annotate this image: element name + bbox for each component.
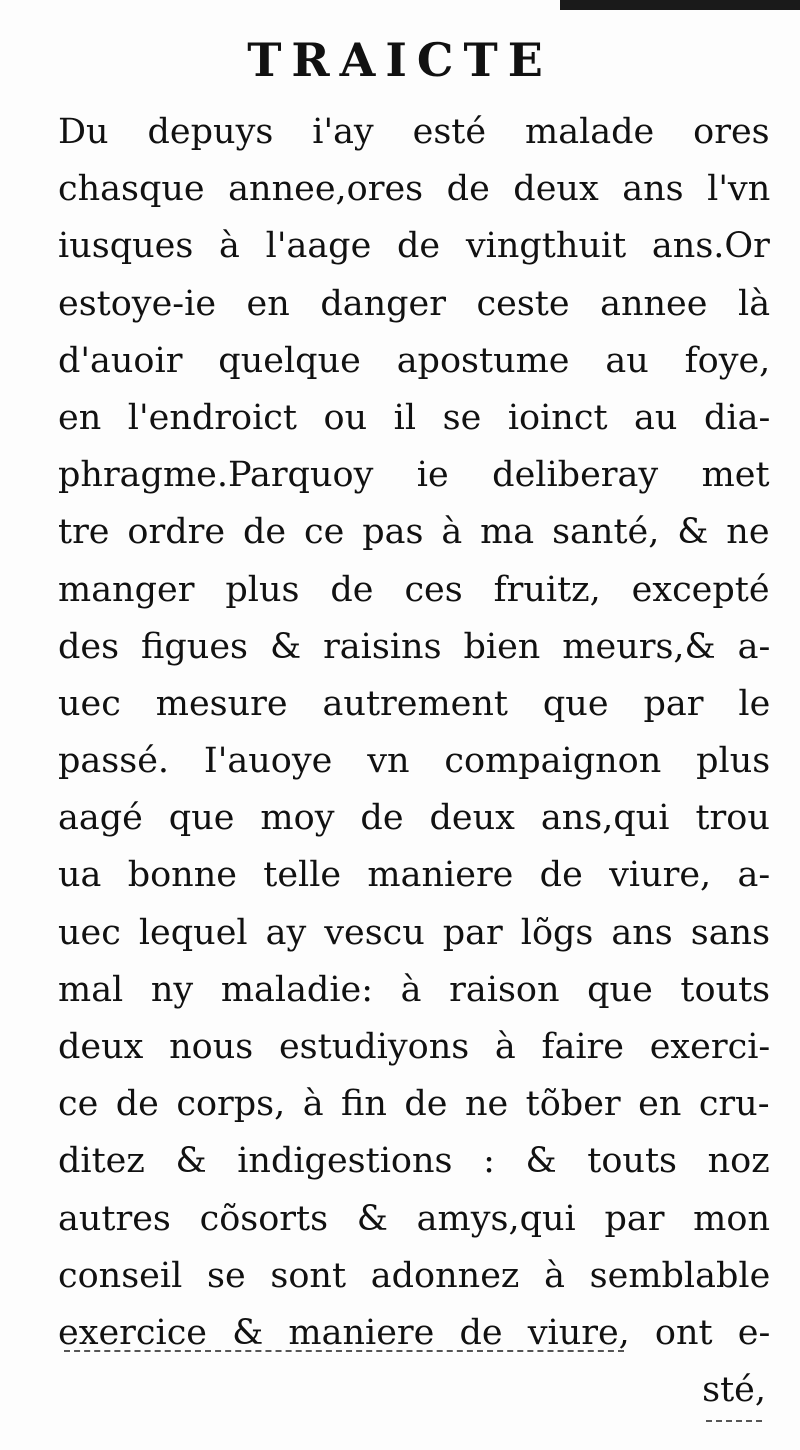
text-line: exercice & maniere de viure, ont e- bbox=[58, 1312, 770, 1353]
text-line: mal ny maladie: à raison que touts bbox=[58, 969, 770, 1010]
text-line: uec mesure autrement que par le bbox=[58, 683, 770, 724]
page-edge-shadow bbox=[560, 0, 800, 10]
text-line: des figues & raisins bien meurs,& a- bbox=[58, 626, 770, 667]
text-line: ce de corps, à fin de ne tõber en cru- bbox=[58, 1084, 770, 1125]
body-text bbox=[58, 104, 770, 1362]
catchword-rule bbox=[706, 1420, 762, 1422]
text-line: autres cõsorts & amys,qui par mon bbox=[58, 1198, 770, 1239]
text-line: passé. I'auoye vn compaignon plus bbox=[58, 741, 770, 782]
text-line: aagé que moy de deux ans,qui trou bbox=[58, 798, 770, 839]
text-line: uec lequel ay vescu par lõgs ans sans bbox=[58, 912, 770, 953]
text-line: ua bonne telle maniere de viure, a- bbox=[58, 855, 770, 896]
text-line: phragme.Parquoy ie deliberay met bbox=[58, 455, 770, 496]
text-line: chasque annee,ores de deux ans l'vn bbox=[58, 169, 770, 210]
running-head: TRAICTE bbox=[247, 33, 553, 87]
text-line: d'auoir quelque apostume au foye, bbox=[58, 340, 770, 381]
text-line: ditez & indigestions : & touts noz bbox=[58, 1141, 770, 1182]
text-line: conseil se sont adonnez à semblable bbox=[58, 1255, 770, 1296]
text-line: Du depuys i'ay esté malade ores bbox=[58, 112, 770, 152]
text-line: tre ordre de ce pas à ma santé, & ne bbox=[58, 512, 770, 553]
catchword: sté, bbox=[702, 1370, 766, 1410]
text-line: estoye-ie en danger ceste annee là bbox=[58, 283, 770, 324]
text-line: en l'endroict ou il se ioinct au dia- bbox=[58, 397, 770, 438]
underline-rule bbox=[64, 1350, 624, 1352]
text-line: manger plus de ces fruitz, excepté bbox=[58, 569, 770, 610]
text-line: iusques à l'aage de vingthuit ans.Or bbox=[58, 226, 770, 267]
text-line: deux nous estudiyons à faire exerci- bbox=[58, 1027, 770, 1067]
